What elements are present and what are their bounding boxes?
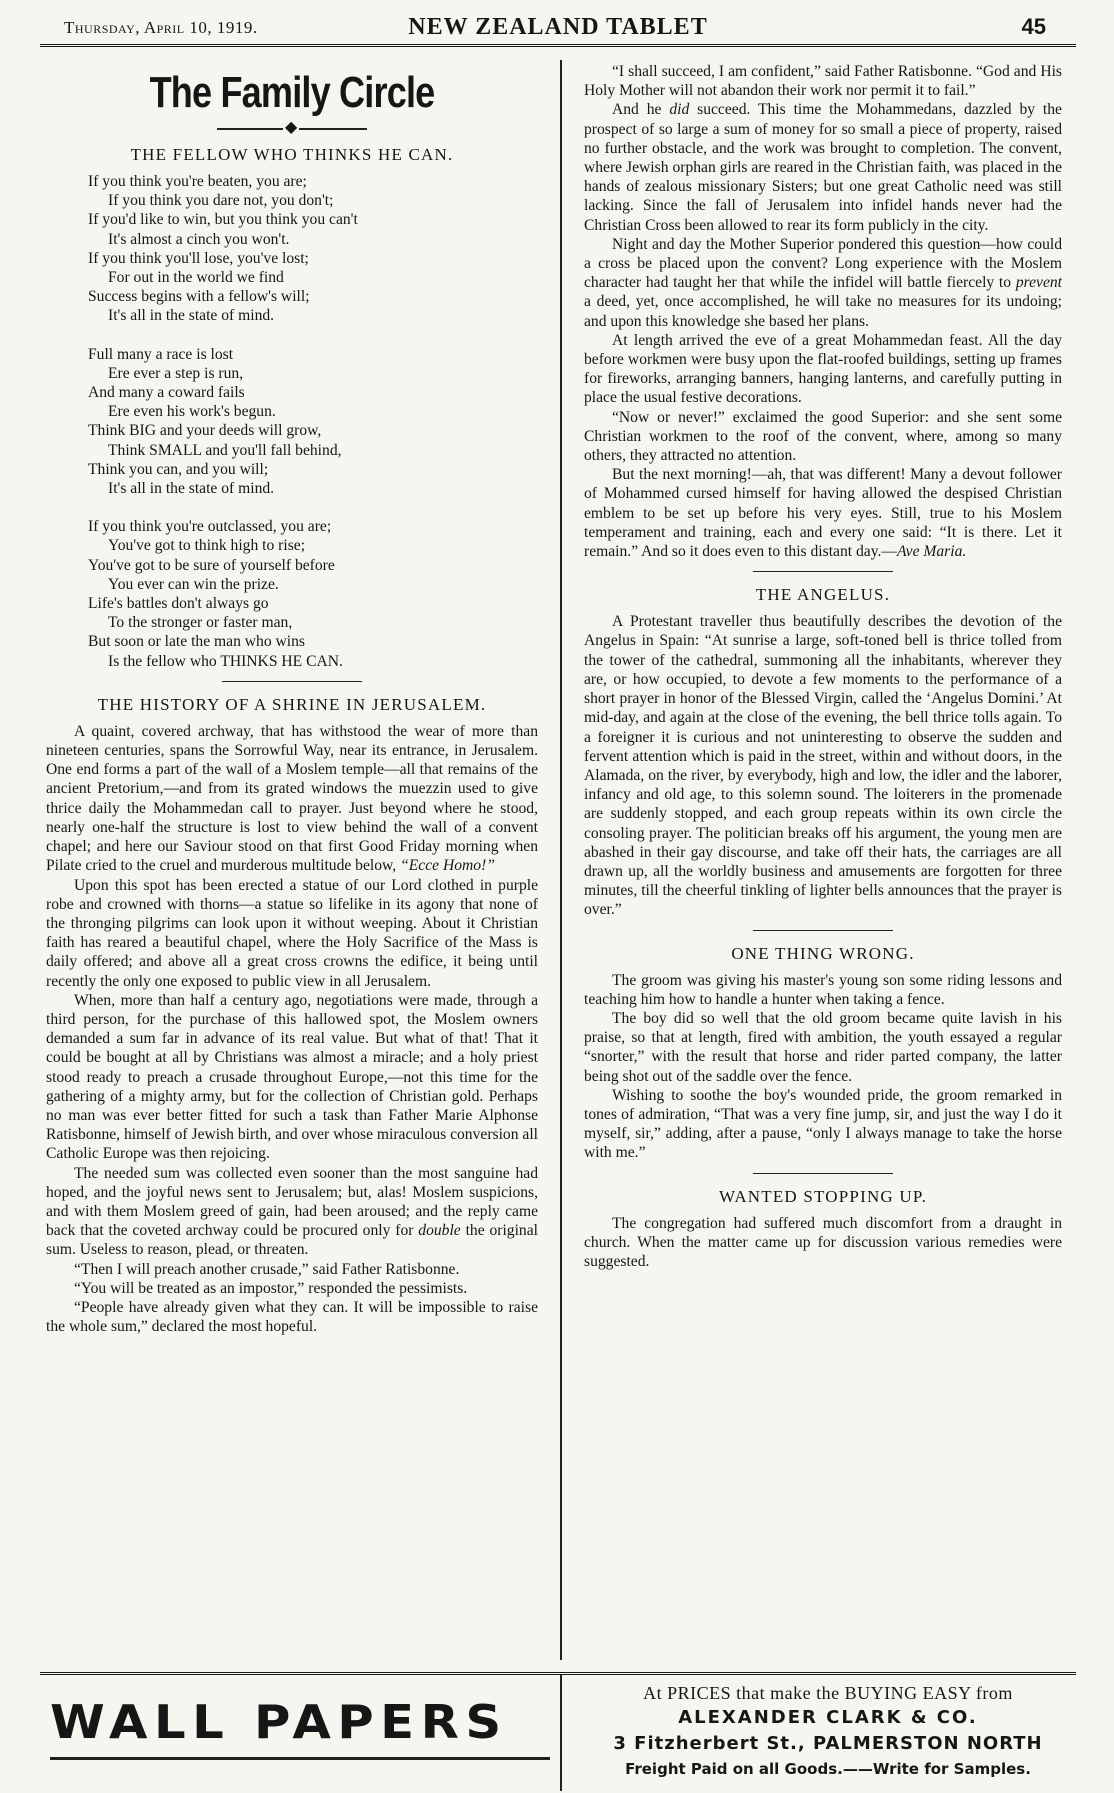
advertisement — [40, 1672, 1076, 1791]
poem-line: Success begins with a fellow's will; — [88, 288, 310, 306]
right-column — [584, 62, 1062, 1660]
poem-stanza-3 — [88, 517, 538, 671]
poem-line: To the stronger or faster man, — [108, 614, 293, 632]
column-divider — [560, 60, 562, 1660]
wall-papers-underline — [50, 1757, 550, 1760]
emphasis-word: prevent — [1015, 274, 1062, 292]
section-separator — [753, 1173, 893, 1174]
section-separator — [222, 681, 362, 682]
poem-line: And many a coward fails — [88, 384, 245, 402]
shrine-cont-paragraph-2 — [584, 100, 1062, 234]
poem-line: It's all in the state of mind. — [108, 307, 275, 325]
poem-stanza-2 — [88, 345, 538, 499]
paragraph-text: Night and day the Mother Superior pondered this question—how could a cross be placed upon the convent? Long experience with the Moslem character had taught her that while the infidel will battle fiercely to — [584, 235, 1062, 292]
section-title: The Family Circle — [149, 68, 435, 117]
shrine-cont-paragraph-6 — [584, 465, 1062, 561]
left-column — [46, 62, 538, 1660]
poem-stanza-1 — [88, 172, 538, 326]
shrine-cont-paragraph-5: “Now or never!” exclaimed the good Superior: and she sent some Christian workmen to the roof of the convent, where, among so many others, they attracted no attention. — [584, 408, 1062, 465]
poem-line: If you think you're beaten, you are; — [88, 173, 307, 190]
paragraph-text: And he — [612, 101, 662, 119]
shrine-cont-paragraph-3 — [584, 235, 1062, 331]
page-header — [40, 14, 1076, 47]
shrine-paragraph-3: When, more than half a century ago, negotiations were made, through a third person, for the purchase of this hallowed spot, the Moslem owners demanded a sum far in advance of its real value. But what of that! That it could be bought at all by Christians was almost a miracle; and a holy priest stood ready to preach a crusade throughout Europe,—not this time for the gathering of a mighty army, but for the collection of Christian gold. Perhaps no man was ever better fitted for such a task than Father Marie Alphonse Ratisbonne, himself of Jewish birth, and over whose miraculous conversion all Catholic Europe was then rejoicing. — [46, 991, 538, 1163]
emphasis-word: did — [669, 101, 690, 119]
shrine-heading: THE HISTORY OF A SHRINE IN JERUSALEM. — [97, 694, 487, 714]
emphasis-word: double — [418, 1222, 461, 1240]
poem-line: Life's battles don't always go — [88, 595, 269, 613]
poem-line: But soon or late the man who wins — [88, 633, 305, 651]
angelus-heading: THE ANGELUS. — [755, 585, 891, 605]
paragraph-text: A quaint, covered archway, that has withstood the wear of more than nineteen centuries, spans the Sorrowful Way, near its entrance, in Jerusalem. One end forms a part of the wall of a Moslem temple—all that remains of the ancient Pretorium,—and from its grated windows the muezzin used to give thrice daily the Mohammedan call to prayer. Just beyond where he stood, nearly one-half the structure is lost to view behind the wall of a convent chapel; and here our Saviour stood on that first Good Friday morning when Pilate cried to the cruel and murderous multitude below, — [46, 722, 538, 875]
poem-line: If you think you dare not, you don't; — [108, 192, 334, 210]
poem-line: Think you can, and you will; — [88, 460, 269, 478]
shrine-cont-paragraph-1: “I shall succeed, I am confident,” said Father Ratisbonne. “God and His Holy Mother will not abandon their work nor permit it to fail.” — [584, 63, 1062, 100]
page-number: 45 — [1021, 14, 1046, 39]
shrine-paragraph-1 — [46, 722, 538, 876]
poem-line: It's almost a cinch you won't. — [108, 230, 290, 248]
paragraph-text: a deed, yet, once accomplished, he will take no measures for its undoing; and upon this knowledge she based her plans. — [584, 293, 1062, 330]
poem-line: If you think you're outclassed, you are; — [88, 518, 332, 536]
stopping-heading: WANTED STOPPING UP. — [718, 1186, 928, 1206]
latin-quote: “Ecce Homo!” — [400, 857, 495, 875]
poem-line: Think SMALL and you'll fall behind, — [108, 441, 342, 459]
wall-papers-title: WALL PAPERS — [50, 1695, 508, 1749]
shrine-paragraph-7: “People have already given what they can. It will be impossible to raise the whole sum,” declared the most hopeful. — [46, 1298, 538, 1336]
poem-line: For out in the world we find — [108, 269, 284, 287]
poem-line: Ere even his work's begun. — [108, 403, 276, 421]
masthead-title: NEW ZEALAND TABLET — [408, 14, 708, 40]
poem-line: If you think you'll lose, you've lost; — [88, 249, 309, 267]
shrine-cont-paragraph-4: At length arrived the eve of a great Mohammedan feast. All the day before workmen were busy upon the flat-roofed buildings, setting up frames for fireworks, arranging banners, hanging lanterns, and carefully putting in place the usual festive decorations. — [584, 331, 1062, 407]
paragraph-text: succeed. This time the Mohammedans, dazzled by the prospect of so large a sum of money for so small a piece of property, raised no further obstacle, and the work was brought to completion. The convent, where Jewish orphan girls are reared in the Christian faith, was placed in the hands of zealous missionary Sisters; but one great Catholic need was still lacking. Since the fall of Jerusalem into infidel hands never had the Christian Cross been allowed to rear its form publicly in the city. — [584, 101, 1062, 234]
poem-line: If you'd like to win, but you think you can't — [88, 211, 358, 229]
paragraph-text: But the next morning!—ah, that was different! Many a devout follower of Mohammed cursed himself for having allowed the despised Christian emblem to be set up before his very eyes. Still, true to his Moslem temperament and training, each and every one said: “It is there. Let it remain.” And so it does even to this distant day.— — [584, 466, 1062, 561]
source-attribution: Ave Maria. — [896, 543, 967, 561]
shrine-paragraph-2: Upon this spot has been erected a statue of our Lord clothed in purple robe and crowned with thorns—a statue so lifelike in its agony that none of the thronging pilgrims can look upon it without weeping. About it Christian faith has reared a beautiful chapel, where the Holy Sacrifice of the Mass is daily offered; and above all a great cross crowns the edifice, it being until recently the only one exposed to public view in all Jerusalem. — [46, 876, 538, 990]
paragraph-text: The needed sum was collected even sooner than the most sanguine had hoped, and the joyful news sent to Jerusalem; but, alas! Moslem suspicions, and with them Moslem greed of gain, had been aroused; and the reply came back that the coveted archway could be procured only for — [46, 1164, 538, 1240]
issue-date: Thursday, April 10, 1919. — [64, 18, 258, 37]
poem-line: You've got to think high to rise; — [108, 537, 306, 555]
poem-line: You ever can win the prize. — [108, 575, 279, 593]
poem-line: It's all in the state of mind. — [108, 480, 275, 498]
section-separator — [753, 930, 893, 931]
poem — [88, 172, 538, 671]
angelus-paragraph: A Protestant traveller thus beautifully describes the devotion of the Angelus in Spain: “At sunrise a large, soft-toned bell is thrice tolled from the tower of the cathedral, summoning all the inhabitants, wherever they are, or how occupied, to devote a few moments to the performance of a short prayer in honor of the Blessed Virgin, called the ‘Angelus Domini.’ At mid-day, and again at the close of the evening, the bell thrice tolls again. To a foreigner it is curious and not uninteresting to observe the sudden and fervent attention which is paid in the street, within and without doors, in the Alamada, on the river, by everybody, high and low, the idler and the laborer, infancy and old age, to this solemn sound. The loiterers in the promenade are suddenly stopped, and each group repeats within its own circle the consoling prayer. The politician breaks off his argument, the young men are abashed in their gay discourse, and take off their hats, the carriages are all drawn up, all the worldly business and amusements are forgotten for three minutes, till the cheerful tinkling of lighter bells announces that the prayer is over.” — [584, 613, 1062, 919]
shrine-paragraph-6: “You will be treated as an impostor,” responded the pessimists. — [74, 1279, 468, 1297]
ad-tagline: At PRICES that make the BUYING EASY from — [643, 1683, 1013, 1703]
poem-line: Full many a race is lost — [88, 345, 234, 363]
paragraph-text: the original sum. Useless to reason, plead, or threaten. — [46, 1222, 538, 1259]
shrine-paragraph-5: “Then I will preach another crusade,” said Father Ratisbonne. — [74, 1260, 460, 1278]
title-ornament — [217, 124, 367, 134]
merchant-ad — [580, 1681, 1076, 1781]
section-separator — [753, 571, 893, 572]
wrong-paragraph-3: Wishing to soothe the boy's wounded pride, the groom remarked in tones of admiration, “That was a very fine jump, sir, and just the way I do it myself, sir,” adding, after a pause, “only I always manage to take the horse with me.” — [584, 1086, 1062, 1162]
poem-heading: THE FELLOW WHO THINKS HE CAN. — [130, 145, 454, 164]
wall-papers-ad — [40, 1675, 562, 1791]
stopping-paragraph: The congregation had suffered much discomfort from a draught in church. When the matter came up for discussion various remedies were suggested. — [584, 1214, 1062, 1270]
shrine-paragraph-4 — [46, 1164, 538, 1260]
poem-line: You've got to be sure of yourself before — [88, 556, 335, 574]
poem-line: Ere ever a step is run, — [108, 364, 244, 382]
merchant-address: 3 Fitzherbert St., PALMERSTON NORTH — [613, 1733, 1043, 1754]
poem-line: Think BIG and your deeds will grow, — [88, 422, 322, 440]
merchant-name: ALEXANDER CLARK & CO. — [678, 1707, 978, 1728]
wrong-heading: ONE THING WRONG. — [731, 943, 915, 963]
wrong-paragraph-2: The boy did so well that the old groom became quite lavish in his praise, so that at length, fired with ambition, the youth essayed a regular “snorter,” with the result that horse and rider parted company, the latter being shot out of the saddle over the fence. — [584, 1009, 1062, 1085]
poem-line: Is the fellow who THINKS HE CAN. — [108, 652, 343, 670]
wrong-paragraph-1: The groom was giving his master's young son some riding lessons and teaching him how to handle a hunter when taking a fence. — [584, 971, 1062, 1008]
ad-freight-note: Freight Paid on all Goods.——Write for Samples. — [625, 1760, 1031, 1778]
